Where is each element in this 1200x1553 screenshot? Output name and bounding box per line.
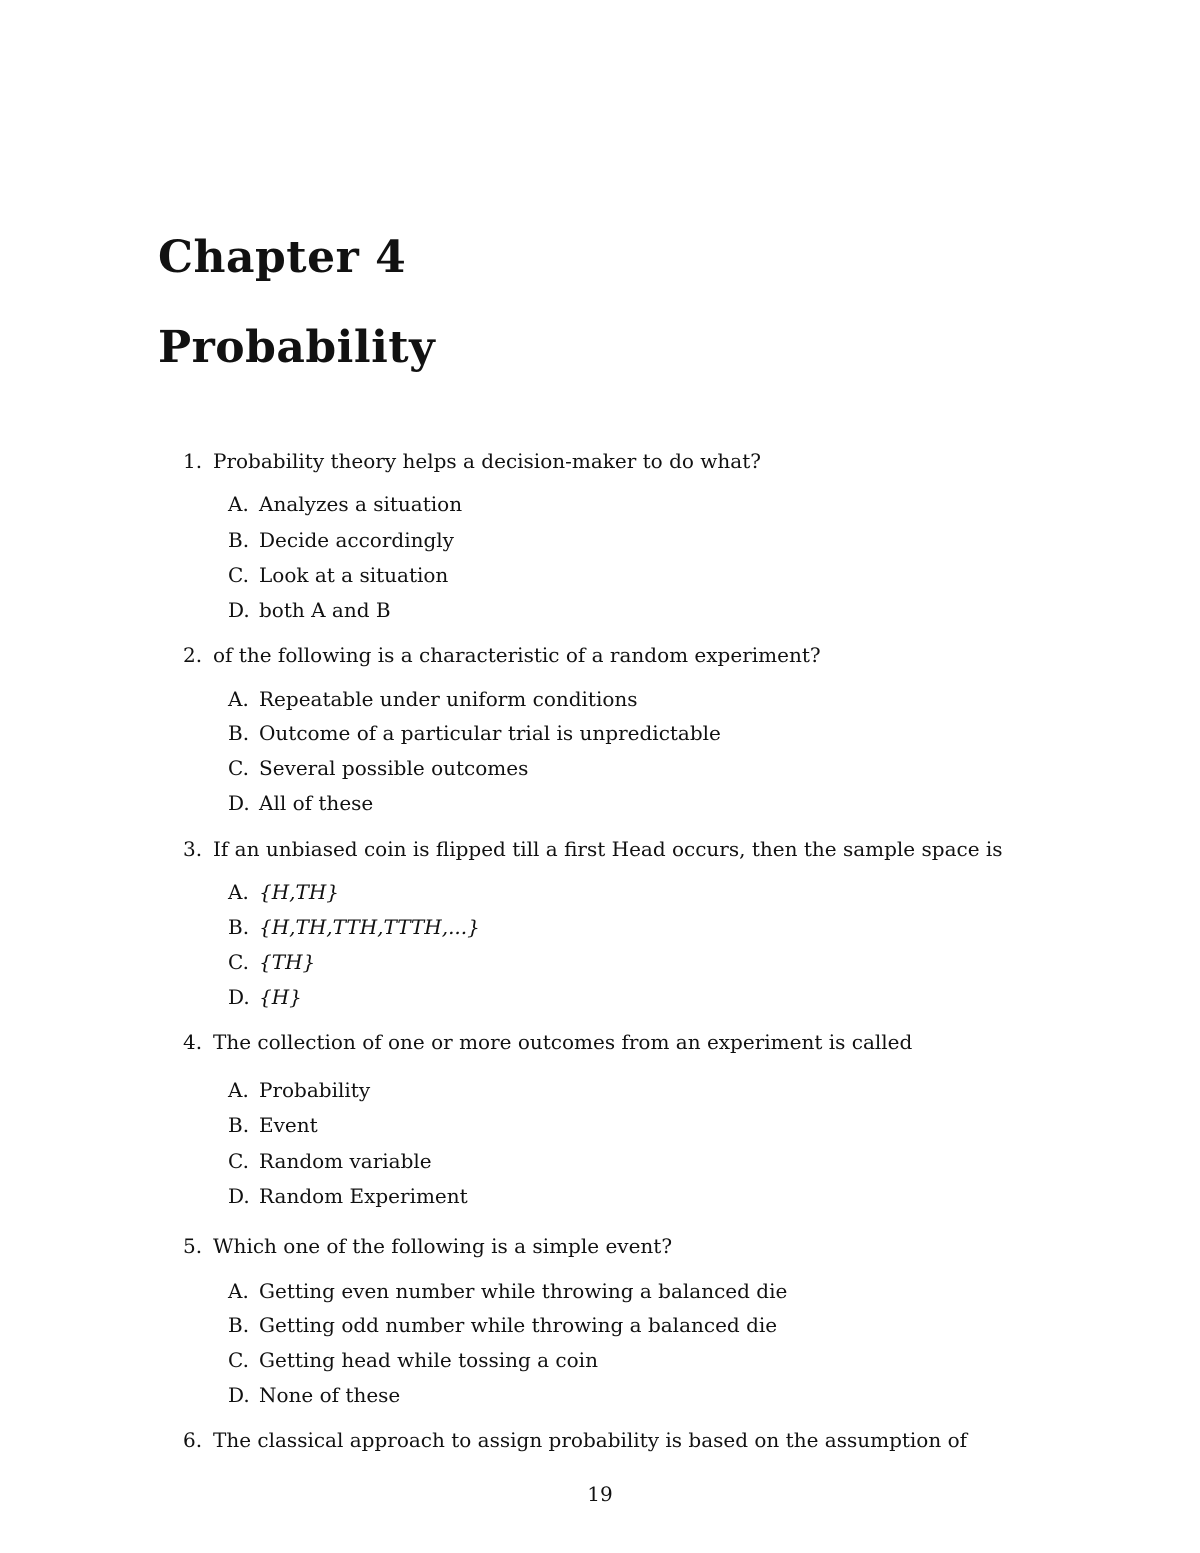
option-4b bbox=[228, 1112, 318, 1138]
question-text: If an unbiased coin is flipped till a first Head occurs, then the sample space is bbox=[213, 837, 1003, 861]
chapter-label: Chapter 4 bbox=[158, 232, 407, 283]
question-number: 5. bbox=[183, 1234, 203, 1258]
option-text: Getting head while tossing a coin bbox=[259, 1348, 598, 1372]
option-math: {H,TH,TTH,TTTH,...} bbox=[259, 915, 480, 939]
option-letter: C. bbox=[228, 1149, 249, 1173]
option-3a bbox=[228, 879, 339, 905]
question-number: 1. bbox=[183, 449, 203, 473]
option-letter: D. bbox=[228, 985, 250, 1009]
option-3c bbox=[228, 949, 315, 975]
option-5c bbox=[228, 1347, 598, 1373]
option-text: Outcome of a particular trial is unpredictable bbox=[259, 721, 721, 745]
option-1c bbox=[228, 562, 448, 588]
option-letter: C. bbox=[228, 1348, 249, 1372]
option-letter: B. bbox=[228, 915, 250, 939]
question-number: 4. bbox=[183, 1030, 203, 1054]
option-letter: B. bbox=[228, 1113, 250, 1137]
option-4c bbox=[228, 1148, 432, 1174]
option-letter: A. bbox=[228, 1279, 249, 1303]
page-number: 19 bbox=[587, 1482, 613, 1506]
option-3b bbox=[228, 914, 480, 940]
option-text: Probability bbox=[259, 1078, 371, 1102]
option-text: Event bbox=[259, 1113, 318, 1137]
option-2c bbox=[228, 755, 528, 781]
option-letter: D. bbox=[228, 1184, 250, 1208]
question-text: of the following is a characteristic of a random experiment? bbox=[213, 643, 821, 667]
option-letter: A. bbox=[228, 492, 249, 516]
option-text: Analyzes a situation bbox=[259, 492, 463, 516]
option-math: {H} bbox=[259, 985, 302, 1009]
question-text: Probability theory helps a decision-maker to do what? bbox=[213, 449, 761, 473]
option-4d bbox=[228, 1183, 468, 1209]
option-letter: D. bbox=[228, 1383, 250, 1407]
option-text: All of these bbox=[259, 791, 374, 815]
option-text: Several possible outcomes bbox=[259, 756, 529, 780]
option-5d bbox=[228, 1382, 400, 1408]
option-text: Getting even number while throwing a balanced die bbox=[259, 1279, 788, 1303]
question-number: 3. bbox=[183, 837, 203, 861]
option-3d bbox=[228, 984, 302, 1010]
option-letter: B. bbox=[228, 528, 250, 552]
option-letter: D. bbox=[228, 791, 250, 815]
option-text: Look at a situation bbox=[259, 563, 449, 587]
option-text: None of these bbox=[259, 1383, 401, 1407]
option-1d bbox=[228, 597, 391, 623]
option-5b bbox=[228, 1312, 777, 1338]
option-letter: C. bbox=[228, 563, 249, 587]
question-2 bbox=[183, 642, 821, 668]
option-math: {H,TH} bbox=[259, 880, 340, 904]
option-math: {TH} bbox=[259, 950, 316, 974]
option-letter: B. bbox=[228, 1313, 250, 1337]
question-3 bbox=[183, 836, 1003, 862]
question-4 bbox=[183, 1029, 912, 1055]
question-6 bbox=[183, 1427, 967, 1453]
question-text: The collection of one or more outcomes from an experiment is called bbox=[213, 1030, 913, 1054]
option-2b bbox=[228, 720, 721, 746]
option-letter: A. bbox=[228, 880, 249, 904]
option-4a bbox=[228, 1077, 370, 1103]
option-text: Getting odd number while throwing a balanced die bbox=[259, 1313, 778, 1337]
option-text: Repeatable under uniform conditions bbox=[259, 687, 638, 711]
question-1 bbox=[183, 448, 761, 474]
option-letter: D. bbox=[228, 598, 250, 622]
option-letter: B. bbox=[228, 721, 250, 745]
question-5 bbox=[183, 1233, 672, 1259]
option-text: Random Experiment bbox=[259, 1184, 468, 1208]
question-number: 2. bbox=[183, 643, 203, 667]
option-text: Decide accordingly bbox=[259, 528, 454, 552]
option-letter: C. bbox=[228, 950, 249, 974]
option-1b bbox=[228, 527, 454, 553]
question-text: Which one of the following is a simple event? bbox=[213, 1234, 673, 1258]
option-letter: A. bbox=[228, 1078, 249, 1102]
option-letter: C. bbox=[228, 756, 249, 780]
option-2d bbox=[228, 790, 373, 816]
option-5a bbox=[228, 1278, 787, 1304]
chapter-title: Probability bbox=[158, 322, 436, 373]
question-text: The classical approach to assign probability is based on the assumption of bbox=[213, 1428, 968, 1452]
option-2a bbox=[228, 686, 638, 712]
question-number: 6. bbox=[183, 1428, 203, 1452]
option-letter: A. bbox=[228, 687, 249, 711]
option-1a bbox=[228, 491, 462, 517]
option-text: both A and B bbox=[259, 598, 391, 622]
option-text: Random variable bbox=[259, 1149, 432, 1173]
